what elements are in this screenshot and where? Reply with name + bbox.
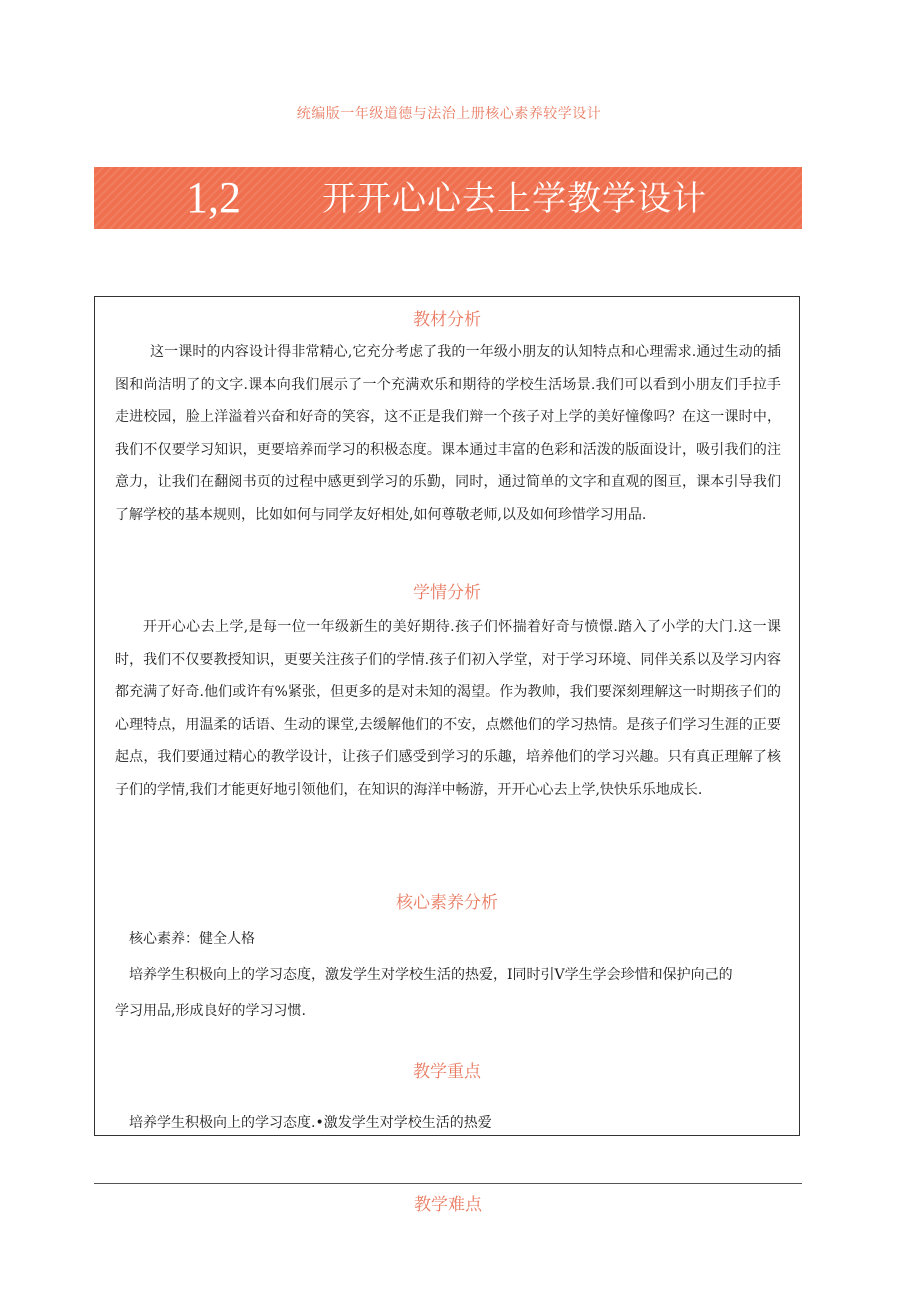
learning-analysis-text: 开开心心去上学,是每一位一年级新生的美好期待.孩子们怀揣着好奇与愤憬.踏入了小学的大门.这一课时，我们不仅要教授知识，更要关注孩子们的学情.孩子们初入学堂，对于学习环境、同伴关系以及学习内容都充满了好奇.他们或许有%紧张，但更多的是对未知的渴望。作为教帅，我们要深刻理解这一时期孩子们的心理特点，用温柔的话语、生动的课堂,去缓解他们的不安，点燃他们的学习热情。是孩子们学习生涯的正要起点，我们要通过精心的教学设计，让孩子们感受到学习的乐趣，培养他们的学习兴趣。只有真正理解了核子们的学情,我们才能更好地引领他们，在知识的海洋中畅游，开开心心去上学,快快乐乐地成长.: [115, 619, 781, 798]
section-title-learning: 学情分析: [413, 583, 481, 603]
teaching-focus-text: 培养学生积极向上的学习态度.•激发学生对学校生活的热爱: [129, 1115, 492, 1131]
section-title-difficulty: 教学难点: [414, 1195, 482, 1215]
core-literacy-line: 核心素养：健全人格: [129, 931, 255, 947]
core-analysis-line: 培养学生积极向上的学习态度，激发学生对学校生活的热爱，I同时引V学生学会珍惜和保护向己的: [129, 967, 733, 983]
lesson-number: 1,2: [186, 173, 241, 222]
section-divider: [94, 1183, 802, 1184]
lesson-content-box: [94, 296, 800, 1136]
lesson-title-banner: [94, 167, 802, 229]
material-analysis-text: 这一课时的内容设计得非常精心,它充分考虑了我的一年级小朋友的认知特点和心理需求.通过生动的插图和尚洁明了的文字.课本向我们展示了一个充满欢乐和期待的学校生活场景.我们可以看到小朋友们手拉手走进校园，脸上洋溢着兴奋和好奇的笑容，这不正是我们辩一个孩子对上学的美好憧像吗？在这一课时中，我们不仅要学习知识，更要培养而学习的积极态度。课本通过丰富的色彩和活泼的版面设计，吸引我们的注意力，让我们在翻阅书页的过程中感更到学习的乐勤，同时，通过简单的文字和直观的图亘，课本引导我们了解学校的基本规则，比如如何与同学友好相处,如何尊敬老师,以及如何珍惜学习用品.: [115, 344, 781, 523]
running-header: 统编版一年级道德与法治上册核心素养较学设计: [296, 106, 602, 122]
section-title-core: 核心素养分析: [396, 893, 498, 913]
lesson-title: 开开心心去上学教学设计: [322, 179, 707, 219]
section-title-material: 教材分析: [413, 310, 481, 330]
section-title-focus: 教学重点: [413, 1062, 481, 1082]
core-analysis-line-2: 学习用品,形成良好的学习习惯.: [115, 1003, 306, 1019]
